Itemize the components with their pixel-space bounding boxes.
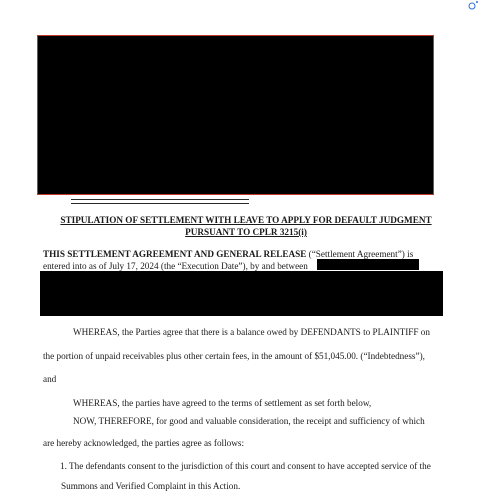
whereas1-line1: WHEREAS, the Parties agree that there is a balance owed by DEFENDANTS to PLAINTIFF on [73, 327, 430, 337]
redaction-party-name [317, 259, 419, 270]
document-title-line2: PURSUANT TO CPLR 3215(i) [185, 227, 307, 237]
corner-badge-icon [467, 0, 479, 10]
intro-line2: entered into as of July 17, 2024 (the “Execution Date”), by and between [43, 261, 308, 271]
document-title-line1: STIPULATION OF SETTLEMENT WITH LEAVE TO APPLY FOR DEFAULT JUDGMENT [60, 215, 432, 225]
redaction-block-header [38, 36, 433, 194]
now-therefore-line1: NOW, THEREFORE, for good and valuable consideration, the receipt and sufficiency of which [73, 416, 425, 426]
redaction-block-parties [40, 271, 443, 316]
caption-rule-bottom [71, 203, 249, 204]
whereas1-line3: and [43, 374, 57, 384]
whereas2-line: WHEREAS, the parties have agreed to the terms of settlement as set forth below, [73, 398, 372, 408]
caption-rule-top [71, 199, 249, 200]
whereas1-line2: the portion of unpaid receivables plus other certain fees, in the amount of $51,045.00. (“Indebtedness”), [43, 351, 425, 361]
intro-rest: (“Settlement Agreement”) is [306, 249, 414, 259]
intro-bold-heading: THIS SETTLEMENT AGREEMENT AND GENERAL RELEASE [43, 249, 307, 259]
now-therefore-line2: are hereby acknowledged, the parties agree as follows: [43, 438, 245, 448]
item1-line1: 1. The defendants consent to the jurisdiction of this court and consent to have accepted service of the [60, 461, 431, 471]
item1-line2: Summons and Verified Complaint in this Action. [61, 481, 241, 491]
